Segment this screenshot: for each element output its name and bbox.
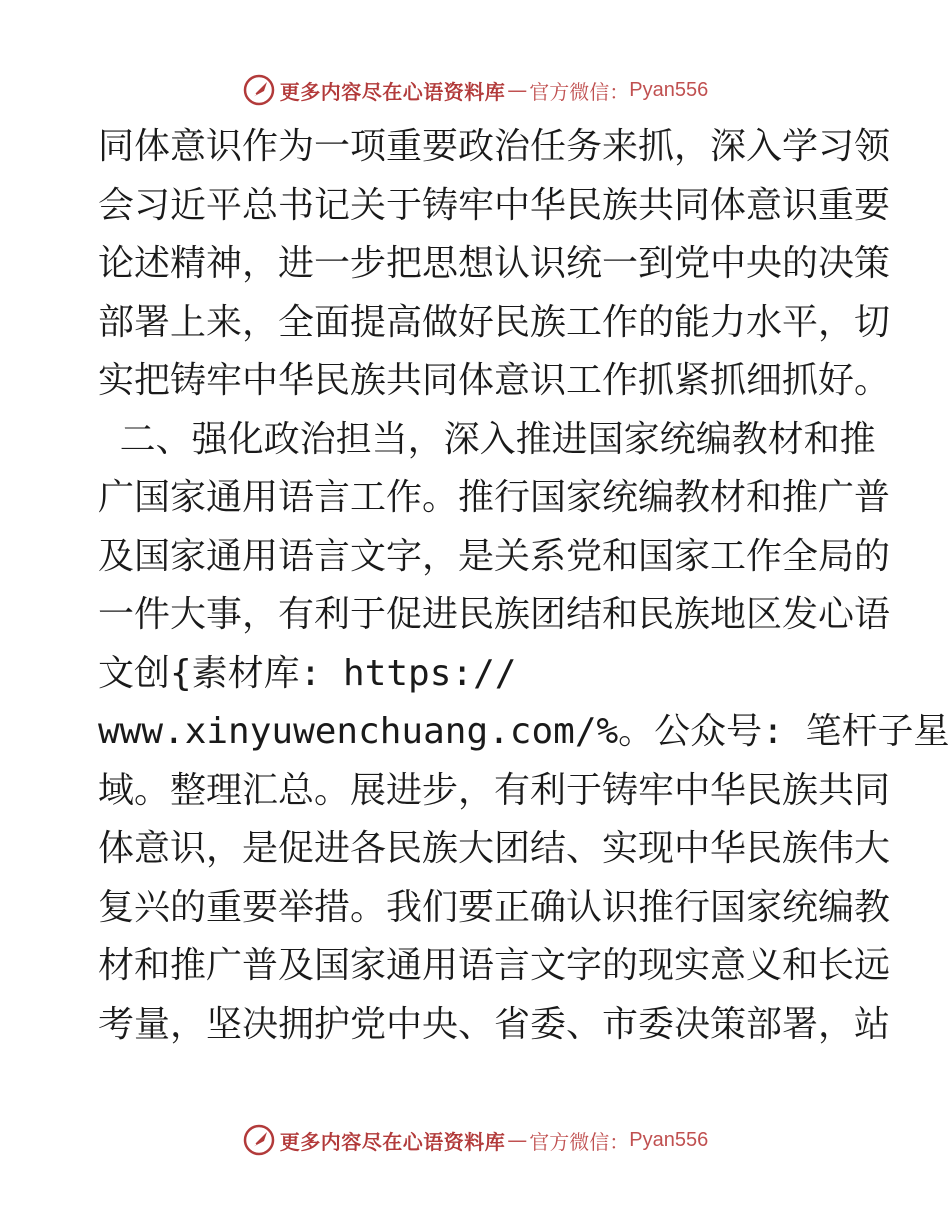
text-line: 会习近平总书记关于铸牢中华民族共同体意识重要 [98, 184, 891, 226]
banner-wechat-id: Pyan556 [629, 1128, 709, 1151]
document-body [98, 118, 950, 1054]
text-line: 广国家通用语言工作。推行国家统编教材和推广普 [98, 477, 891, 518]
banner-dash: — [507, 78, 528, 102]
text-line: 体意识，是促进各民族大团结、实现中华民族伟大 [98, 828, 891, 869]
section-heading-line: 二、强化政治担当，深入推进国家统编教材和推 [98, 418, 876, 460]
banner-title: 更多内容尽在心语资料库 [279, 79, 506, 104]
text-line: 及国家通用语言文字，是关系党和国家工作全局的 [98, 535, 891, 577]
banner-dash: — [507, 1128, 528, 1152]
banner-wechat-label: 官方微信： [529, 1129, 630, 1154]
footer-banner [0, 1120, 950, 1160]
text-line: 实把铸牢中华民族共同体意识工作抓紧抓细抓好。 [98, 360, 891, 401]
text-line: 考量，坚决拥护党中央、省委、市委决策部署，站 [98, 1003, 891, 1045]
quill-logo-icon [242, 73, 276, 107]
text-line: 部署上来，全面提高做好民族工作的能力水平，切 [98, 301, 891, 343]
quill-logo-icon [242, 1123, 276, 1157]
banner-wechat-id: Pyan556 [629, 78, 709, 101]
header-banner [0, 70, 950, 110]
text-line: 域。整理汇总。展进步，有利于铸牢中华民族共同 [98, 769, 891, 811]
text-line: 同体意识作为一项重要政治任务来抓，深入学习领 [98, 126, 891, 167]
text-line: 文创{素材库: https:// [98, 652, 517, 694]
banner-title: 更多内容尽在心语资料库 [279, 1129, 506, 1154]
text-line: 材和推广普及国家通用语言文字的现实意义和长远 [98, 945, 891, 986]
banner-wechat-label: 官方微信： [529, 79, 630, 104]
text-line: 论述精神，进一步把思想认识统一到党中央的决策 [98, 243, 891, 284]
text-line: 一件大事，有利于促进民族团结和民族地区发心语 [98, 594, 891, 635]
text-line: 复兴的重要举措。我们要正确认识推行国家统编教 [98, 886, 891, 928]
text-line: www.xinyuwenchuang.com/%。公众号: 笔杆子星 [98, 711, 950, 752]
